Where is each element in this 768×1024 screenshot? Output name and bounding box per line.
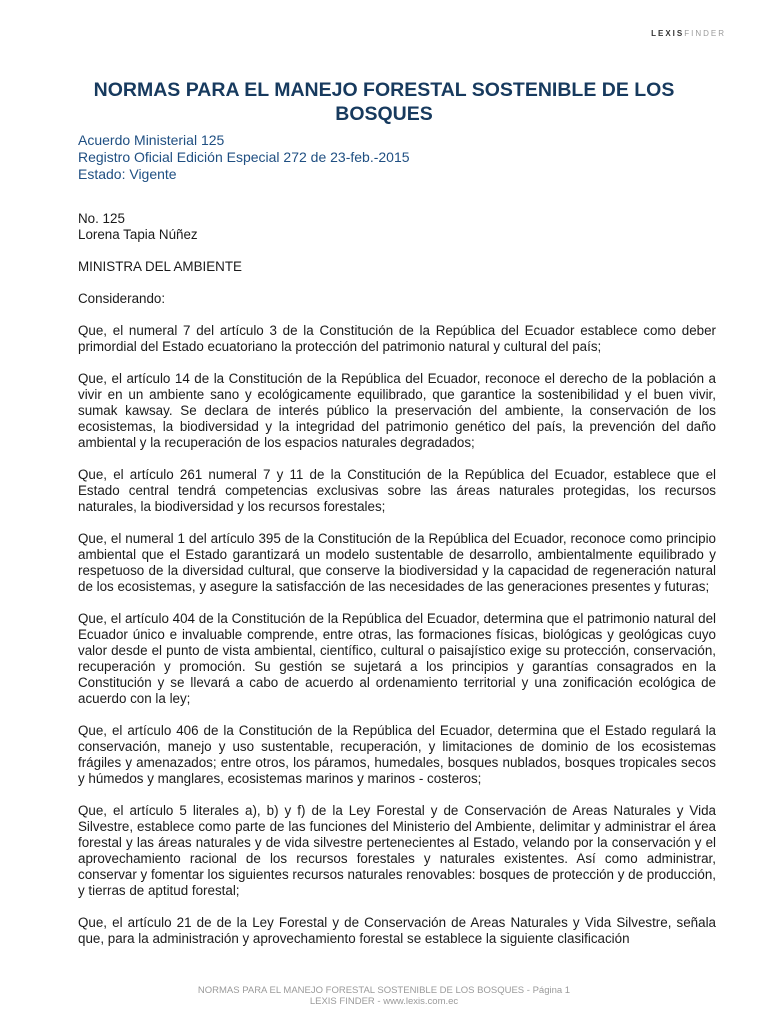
brand-logo-bold: LEXIS [651, 29, 685, 38]
document-body [78, 211, 716, 963]
paragraph: Que, el artículo 261 numeral 7 y 11 de la Constitución de la República del Ecuador, establece que el Estado central tendrá competencias exclusivas sobre las áreas naturales protegidas, los recursos naturales, la biodiversidad y los recursos forestales; [78, 467, 716, 514]
brand-logo-light: FINDER [684, 29, 726, 38]
brand-logo [651, 29, 726, 38]
footer-page-label: NORMAS PARA EL MANEJO FORESTAL SOSTENIBLE DE LOS BOSQUES - Página 1 [197, 985, 571, 996]
document-title: NORMAS PARA EL MANEJO FORESTAL SOSTENIBLE DE LOS BOSQUES [93, 79, 675, 125]
considerando-heading: Considerando: [78, 291, 166, 306]
document-meta [78, 132, 410, 183]
paragraph: Que, el artículo 14 de la Constitución de la República del Ecuador, reconoce el derecho de la población a vivir en un ambiente sano y ecológicamente equilibrado, que garantice la sostenibilidad y el buen vivir, sumak kawsay. Se declara de interés público la preservación del ambiente, la conservación de los ecosistemas, la biodiversidad y la integridad del patrimonio genético del país, la prevención del daño ambiental y la recuperación de los espacios naturales degradados; [78, 371, 716, 450]
signature-block [78, 211, 716, 243]
meta-status: Estado: Vigente [78, 166, 177, 182]
document-number: No. 125 [78, 211, 125, 226]
meta-agreement: Acuerdo Ministerial 125 [78, 132, 225, 148]
paragraph: Que, el numeral 1 del artículo 395 de la Constitución de la República del Ecuador, reconoce como principio ambiental que el Estado garantizará un modelo sustentable de desarrollo, ambientalmente equilibrado y respetuoso de la diversidad cultural, que conserve la biodiversidad y la capacidad de regeneración natural de los ecosistemas, y asegure la satisfacción de las necesidades de las generaciones presentes y futuras; [78, 531, 716, 594]
paragraph: Que, el artículo 21 de de la Ley Forestal y de Conservación de Areas Naturales y Vida Silvestre, señala que, para la administración y aprovechamiento forestal se establece la siguiente clasificación [78, 915, 716, 946]
office-title: MINISTRA DEL AMBIENTE [78, 259, 242, 274]
paragraph: Que, el artículo 406 de la Constitución de la República del Ecuador, determina que el Estado regulará la conservación, manejo y uso sustentable, recuperación, y limitaciones de dominio de los ecosistemas frágiles y amenazados; entre otros, los páramos, humedales, bosques nublados, bosques tropicales secos y húmedos y manglares, ecosistemas marinos y marinos - costeros; [78, 723, 716, 786]
signer-name: Lorena Tapia Núñez [78, 227, 198, 242]
page-footer [0, 985, 768, 1007]
paragraph: Que, el artículo 5 literales a), b) y f) de la Ley Forestal y de Conservación de Areas Naturales y Vida Silvestre, establece como parte de las funciones del Ministerio del Ambiente, delimitar y administrar el área forestal y las áreas naturales y de vida silvestre pertenecientes al Estado, velando por la conservación y el aprovechamiento racional de los recursos forestales y naturales existentes. Así como administrar, conservar y fomentar los siguientes recursos naturales renovables: bosques de protección y de producción, y tierras de aptitud forestal; [78, 803, 716, 898]
footer-source: LEXIS FINDER - www.lexis.com.ec [309, 996, 459, 1007]
meta-registry: Registro Oficial Edición Especial 272 de 23-feb.-2015 [78, 149, 410, 165]
paragraph: Que, el artículo 404 de la Constitución de la República del Ecuador, determina que el patrimonio natural del Ecuador único e invaluable comprende, entre otras, las formaciones físicas, biológicas y geológicas cuyo valor desde el punto de vista ambiental, científico, cultural o paisajístico exige su protección, conservación, recuperación y promoción. Su gestión se sujetará a los principios y garantías consagrados en la Constitución y se llevará a cabo de acuerdo al ordenamiento territorial y una zonificación ecológica de acuerdo con la ley; [78, 611, 716, 706]
paragraph: Que, el numeral 7 del artículo 3 de la Constitución de la República del Ecuador establece como deber primordial del Estado ecuatoriano la protección del patrimonio natural y cultural del país; [78, 323, 716, 354]
